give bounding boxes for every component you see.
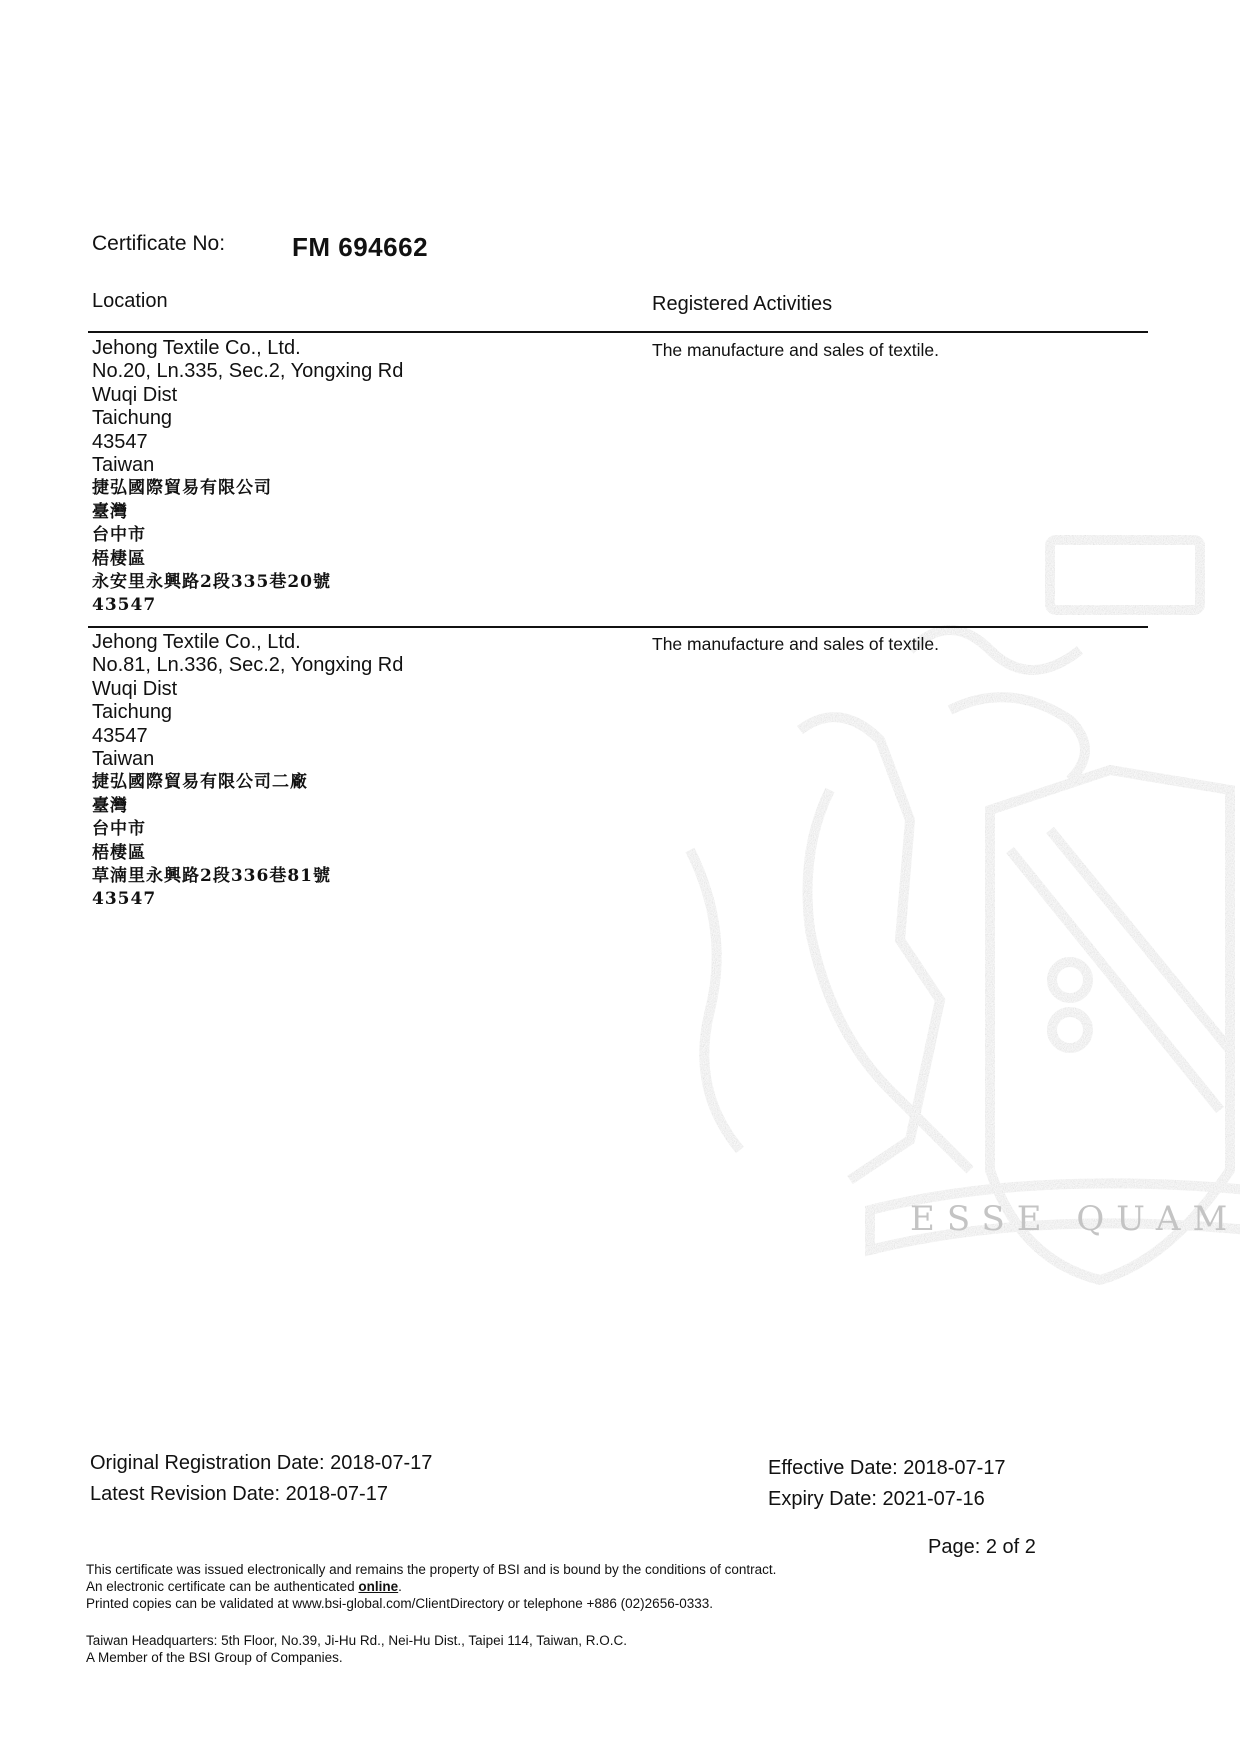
certificate-number: FM 694662 xyxy=(292,232,429,262)
company-name: Jehong Textile Co., Ltd. xyxy=(92,631,301,653)
headquarters-address: Taiwan Headquarters: 5th Floor, No.39, Ji-Hu Rd., Nei-Hu Dist., Taipei 114, Taiwan, R.O.C. xyxy=(86,1633,627,1648)
address-street: No.20, Ln.335, Sec.2, Yongxing Rd xyxy=(92,360,404,383)
original-registration-date: Original Registration Date: 2018-07-17 xyxy=(90,1452,433,1474)
page-number: Page: 2 of 2 xyxy=(928,1536,1036,1558)
validation-notice: Printed copies can be validated at www.bsi-global.com/ClientDirectory or telephone +886 (02)2656-0333. xyxy=(86,1596,713,1611)
address-postcode: 43547 xyxy=(92,430,148,453)
company-name-cjk: 捷弘國際貿易有限公司二廠 xyxy=(92,772,308,793)
postcode-cjk: 43547 xyxy=(92,595,157,616)
postcode-cjk: 43547 xyxy=(92,889,157,910)
address-country: Taiwan xyxy=(92,454,155,477)
country-cjk: 臺灣 xyxy=(92,795,128,816)
entry-divider xyxy=(88,626,1148,628)
location-header: Location xyxy=(92,290,168,312)
address-district: Wuqi Dist xyxy=(92,383,178,406)
address-district: Wuqi Dist xyxy=(92,677,178,700)
certificate-number-label: Certificate No: xyxy=(92,232,226,255)
city-cjk: 台中市 xyxy=(92,525,146,546)
address-postcode: 43547 xyxy=(92,724,148,747)
registered-activities-header: Registered Activities xyxy=(652,293,833,315)
effective-date: Effective Date: 2018-07-17 xyxy=(768,1457,1006,1479)
company-name: Jehong Textile Co., Ltd. xyxy=(92,337,301,359)
expiry-date: Expiry Date: 2021-07-16 xyxy=(768,1488,985,1510)
bsi-group-member: A Member of the BSI Group of Companies. xyxy=(86,1650,343,1665)
location-entry-1 xyxy=(92,337,403,618)
street-cjk: 永安里永興路2段335巷20號 xyxy=(92,572,331,593)
activity-entry-2: The manufacture and sales of textile. xyxy=(652,634,939,654)
table-header-divider xyxy=(88,331,1148,333)
address-street: No.81, Ln.336, Sec.2, Yongxing Rd xyxy=(92,654,404,677)
company-name-cjk: 捷弘國際貿易有限公司 xyxy=(92,478,272,499)
district-cjk: 梧棲區 xyxy=(92,548,146,569)
validity-notice xyxy=(86,1561,776,1612)
city-cjk: 台中市 xyxy=(92,819,146,840)
authentication-suffix: . xyxy=(398,1579,402,1594)
activity-entry-1: The manufacture and sales of textile. xyxy=(652,340,939,360)
country-cjk: 臺灣 xyxy=(92,501,128,522)
online-link[interactable]: online xyxy=(358,1579,399,1594)
authentication-prefix: An electronic certificate can be authenticated xyxy=(86,1579,359,1594)
property-notice: This certificate was issued electronically and remains the property of BSI and is bound by the conditions of contract. xyxy=(86,1562,777,1577)
latest-revision-date: Latest Revision Date: 2018-07-17 xyxy=(90,1483,388,1505)
address-city: Taichung xyxy=(92,701,173,724)
authentication-notice xyxy=(86,1578,776,1595)
address-country: Taiwan xyxy=(92,748,155,771)
district-cjk: 梧棲區 xyxy=(92,842,146,863)
watermark-motto: ESSE QUAM xyxy=(910,1199,1240,1239)
street-cjk: 草湳里永興路2段336巷81號 xyxy=(92,866,331,887)
location-entry-2 xyxy=(92,631,403,912)
address-city: Taichung xyxy=(92,407,173,430)
headquarters-info xyxy=(86,1632,627,1666)
